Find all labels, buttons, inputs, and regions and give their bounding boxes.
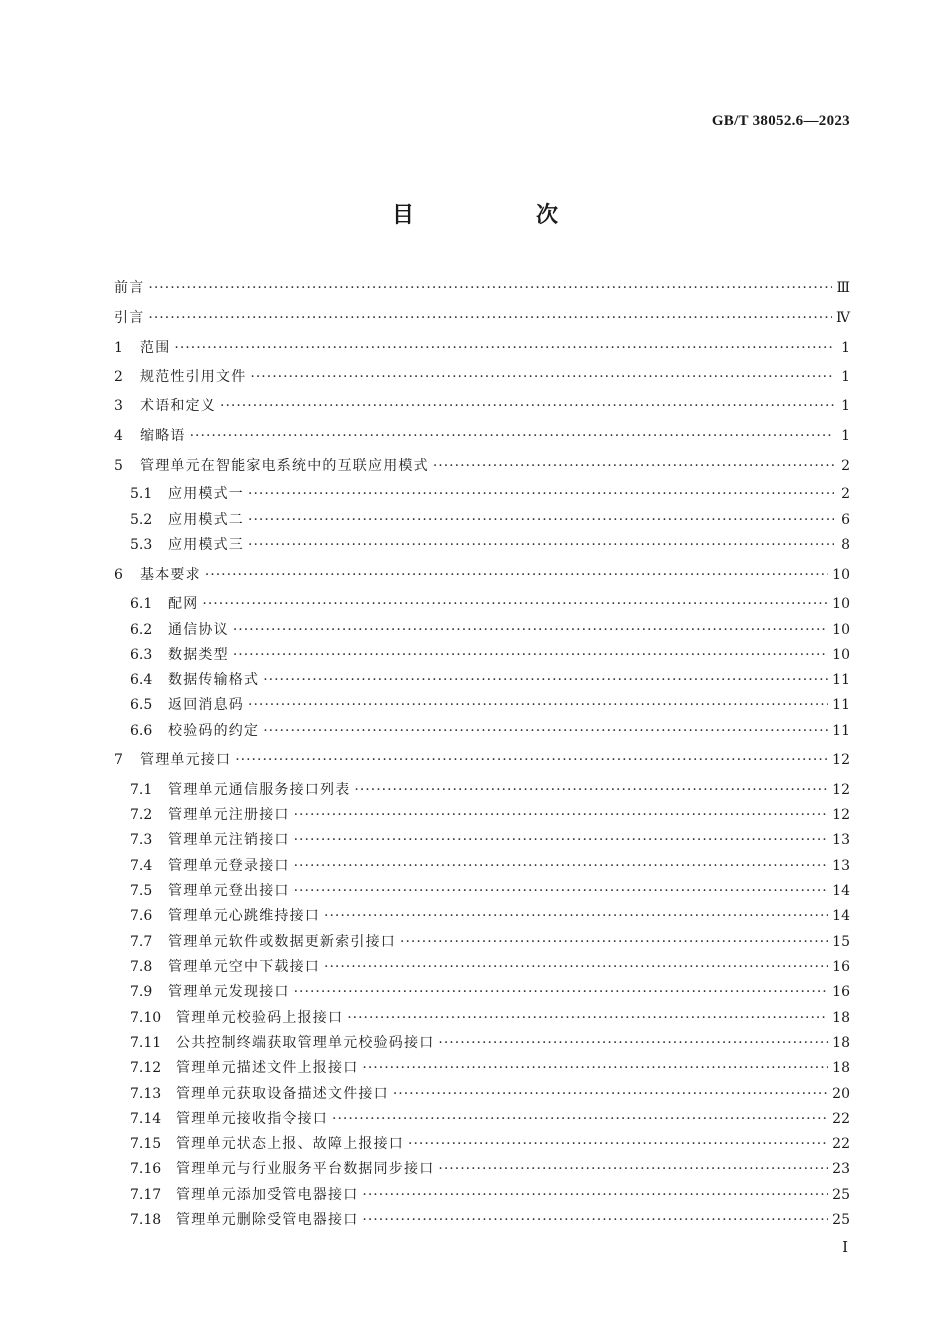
toc-entry[interactable] xyxy=(114,338,850,358)
toc-dot-leader xyxy=(438,1159,828,1179)
toc-dot-leader xyxy=(324,957,828,977)
toc-entry-label: 管理单元登出接口 xyxy=(168,883,290,899)
page-number: Ⅰ xyxy=(842,1240,848,1256)
toc-entry-label: 管理单元获取设备描述文件接口 xyxy=(176,1086,389,1102)
toc-entry-number: 3 xyxy=(114,398,123,414)
toc-dot-leader xyxy=(248,510,834,530)
toc-entry-label: 返回消息码 xyxy=(168,697,244,713)
toc-entry[interactable] xyxy=(130,620,850,640)
toc-entry-page: 12 xyxy=(832,782,850,798)
toc-entry-page: 16 xyxy=(832,959,850,975)
toc-dot-leader xyxy=(393,1084,828,1104)
toc-entry-number: 2 xyxy=(114,369,123,385)
toc-entry-page: 25 xyxy=(832,1187,850,1203)
toc-entry-number: 7.10 xyxy=(130,1010,162,1026)
toc-dot-leader xyxy=(205,565,828,585)
toc-dot-leader xyxy=(400,932,828,952)
toc-entry-page: 10 xyxy=(832,647,850,663)
toc-entry-number: 7.9 xyxy=(130,984,153,1000)
toc-dot-leader xyxy=(354,780,828,800)
standard-code: GB/T 38052.6—2023 xyxy=(711,113,850,129)
toc-entry-number: 6.1 xyxy=(130,596,153,612)
toc-dot-leader xyxy=(233,620,828,640)
toc-entry[interactable] xyxy=(130,721,850,741)
toc-entry[interactable] xyxy=(130,906,850,926)
toc-title: 目 次 xyxy=(391,203,608,228)
toc-entry-label: 数据传输格式 xyxy=(168,672,260,688)
toc-entry-label: 管理单元空中下载接口 xyxy=(168,959,320,975)
toc-entry-label: 管理单元软件或数据更新索引接口 xyxy=(168,934,396,950)
toc-dot-leader xyxy=(438,1033,828,1053)
toc-entry-label: 配网 xyxy=(168,596,199,612)
toc-entry[interactable] xyxy=(130,957,850,977)
toc-entry-number: 5.3 xyxy=(130,537,153,553)
toc-entry-label: 范围 xyxy=(140,340,171,356)
toc-entry-page: 16 xyxy=(832,984,850,1000)
toc-entry-number: 7.11 xyxy=(130,1035,162,1051)
toc-entry-page: 20 xyxy=(832,1086,850,1102)
toc-entry-number: 6 xyxy=(114,567,123,583)
toc-entry-number: 5.2 xyxy=(130,512,153,528)
toc-entry-number: 7.18 xyxy=(130,1212,162,1228)
toc-entry[interactable] xyxy=(114,456,850,476)
toc-entry-page: 1 xyxy=(841,340,850,356)
toc-entry-number: 4 xyxy=(114,428,123,444)
toc-dot-leader xyxy=(250,367,834,387)
toc-dot-leader xyxy=(294,856,829,876)
toc-entry-number: 6.6 xyxy=(130,723,153,739)
toc-entry[interactable] xyxy=(130,1210,850,1230)
toc-dot-leader xyxy=(433,456,834,476)
toc-entry-page: 18 xyxy=(832,1060,850,1076)
toc-entry-number: 7.4 xyxy=(130,858,153,874)
toc-entry-label: 术语和定义 xyxy=(140,398,216,414)
toc-entry-label: 校验码的约定 xyxy=(168,723,260,739)
toc-entry-label: 管理单元登录接口 xyxy=(168,858,290,874)
toc-dot-leader xyxy=(294,805,829,825)
toc-entry-number: 7.15 xyxy=(130,1136,162,1152)
toc-dot-leader xyxy=(174,338,834,358)
toc-entry-label: 管理单元在智能家电系统中的互联应用模式 xyxy=(140,458,429,474)
toc-entry-page: 25 xyxy=(832,1212,850,1228)
toc-entry-label: 管理单元发现接口 xyxy=(168,984,290,1000)
toc-entry[interactable] xyxy=(130,856,850,876)
toc-entry-page: 2 xyxy=(841,486,850,502)
toc-entry-label: 管理单元接口 xyxy=(140,752,232,768)
toc-dot-leader xyxy=(220,396,834,416)
toc-entry-page: 11 xyxy=(832,672,850,688)
toc-dot-leader xyxy=(294,830,829,850)
toc-entry-label: 缩略语 xyxy=(140,428,186,444)
toc-entry[interactable] xyxy=(130,982,850,1002)
toc-entry-label: 应用模式三 xyxy=(168,537,244,553)
toc-dot-leader xyxy=(362,1185,828,1205)
toc-entry-page: 11 xyxy=(832,697,850,713)
toc-entry-number: 7.14 xyxy=(130,1111,162,1127)
toc-entry[interactable] xyxy=(114,367,850,387)
toc-entry-number: 6.3 xyxy=(130,647,153,663)
toc-entry-label: 应用模式二 xyxy=(168,512,244,528)
toc-entry-number: 7.5 xyxy=(130,883,153,899)
toc-entry[interactable] xyxy=(130,881,850,901)
toc-entry-page: 13 xyxy=(832,858,850,874)
toc-entry-page: 12 xyxy=(832,807,850,823)
toc-entry[interactable] xyxy=(130,1058,850,1078)
toc-entry-page: 11 xyxy=(832,723,850,739)
toc-entry[interactable] xyxy=(130,1159,850,1179)
toc-entry-number: 7.1 xyxy=(130,782,153,798)
toc-dot-leader xyxy=(248,695,828,715)
toc-dot-leader xyxy=(233,645,828,665)
toc-entry-label: 数据类型 xyxy=(168,647,229,663)
toc-entry[interactable] xyxy=(114,308,850,328)
toc-entry-label: 管理单元添加受管电器接口 xyxy=(176,1187,359,1203)
toc-entry-page: 22 xyxy=(832,1136,850,1152)
toc-entry-number: 7.17 xyxy=(130,1187,162,1203)
toc-entry-page: 15 xyxy=(832,934,850,950)
toc-entry-label: 管理单元心跳维持接口 xyxy=(168,908,320,924)
toc-entry-number: 7.6 xyxy=(130,908,153,924)
toc-entry[interactable] xyxy=(114,565,850,585)
toc-dot-leader xyxy=(263,721,828,741)
toc-entry-page: 10 xyxy=(832,622,850,638)
toc-entry-page: Ⅳ xyxy=(836,310,850,326)
toc-dot-leader xyxy=(347,1008,828,1028)
toc-dot-leader xyxy=(190,426,834,446)
toc-entry-number: 7.2 xyxy=(130,807,153,823)
toc-dot-leader xyxy=(248,484,834,504)
toc-entry-number: 7.13 xyxy=(130,1086,162,1102)
toc-entry-page: 13 xyxy=(832,832,850,848)
toc-entry[interactable] xyxy=(114,396,850,416)
toc-entry-page: 8 xyxy=(841,537,850,553)
toc-entry[interactable] xyxy=(114,278,850,298)
toc-entry-label: 前言 xyxy=(114,280,145,296)
toc-entry[interactable] xyxy=(130,932,850,952)
toc-dot-leader xyxy=(294,881,829,901)
toc-entry-page: 1 xyxy=(841,398,850,414)
toc-entry-page: 18 xyxy=(832,1035,850,1051)
toc-entry-label: 管理单元注销接口 xyxy=(168,832,290,848)
toc-entry-page: 22 xyxy=(832,1111,850,1127)
toc-entry[interactable] xyxy=(130,1008,850,1028)
toc-dot-leader xyxy=(294,982,829,1002)
toc-dot-leader xyxy=(324,906,828,926)
toc-entry[interactable] xyxy=(130,1033,850,1053)
toc-entry-number: 7.8 xyxy=(130,959,153,975)
toc-entry-label: 管理单元通信服务接口列表 xyxy=(168,782,351,798)
toc-entry-number: 7.12 xyxy=(130,1060,162,1076)
toc-entry[interactable] xyxy=(130,510,850,530)
toc-entry-page: 6 xyxy=(841,512,850,528)
toc-entry-label: 管理单元状态上报、故障上报接口 xyxy=(176,1136,404,1152)
toc-entry-number: 7.7 xyxy=(130,934,153,950)
toc-dot-leader xyxy=(148,308,832,328)
toc-dot-leader xyxy=(362,1058,828,1078)
toc-entry-label: 管理单元注册接口 xyxy=(168,807,290,823)
toc-entry-label: 引言 xyxy=(114,310,145,326)
toc-entry-label: 管理单元描述文件上报接口 xyxy=(176,1060,359,1076)
toc-dot-leader xyxy=(148,278,832,298)
toc-entry[interactable] xyxy=(130,780,850,800)
toc-entry-label: 通信协议 xyxy=(168,622,229,638)
toc-entry-page: 10 xyxy=(832,596,850,612)
toc-entry-page: 23 xyxy=(832,1161,850,1177)
toc-entry[interactable] xyxy=(130,1134,850,1154)
toc-entry[interactable] xyxy=(114,426,850,446)
toc-entry-page: 1 xyxy=(841,428,850,444)
toc-entry[interactable] xyxy=(130,805,850,825)
toc-entry-page: 14 xyxy=(832,883,850,899)
toc-dot-leader xyxy=(235,750,828,770)
toc-entry-number: 7 xyxy=(114,752,123,768)
toc-entry-label: 应用模式一 xyxy=(168,486,244,502)
toc-entry[interactable] xyxy=(130,535,850,555)
toc-entry-page: 10 xyxy=(832,567,850,583)
toc-entry-page: 14 xyxy=(832,908,850,924)
toc-entry-number: 6.2 xyxy=(130,622,153,638)
toc-entry-label: 管理单元校验码上报接口 xyxy=(176,1010,344,1026)
toc-entry-number: 7.16 xyxy=(130,1161,162,1177)
toc-entry-number: 7.3 xyxy=(130,832,153,848)
toc-entry-number: 6.4 xyxy=(130,672,153,688)
toc-entry-label: 管理单元删除受管电器接口 xyxy=(176,1212,359,1228)
toc-entry[interactable] xyxy=(130,670,850,690)
toc-entry-page: 18 xyxy=(832,1010,850,1026)
toc-entry[interactable] xyxy=(130,1084,850,1104)
toc-dot-leader xyxy=(332,1109,828,1129)
toc-entry-page: 12 xyxy=(832,752,850,768)
toc-entry[interactable] xyxy=(130,695,850,715)
toc-entry-label: 公共控制终端获取管理单元校验码接口 xyxy=(176,1035,435,1051)
toc-dot-leader xyxy=(248,535,834,555)
toc-entry-number: 5 xyxy=(114,458,123,474)
toc-dot-leader xyxy=(362,1210,828,1230)
toc-entry-page: Ⅲ xyxy=(836,280,850,296)
toc-entry-number: 5.1 xyxy=(130,486,153,502)
toc-entry-page: 1 xyxy=(841,369,850,385)
toc-dot-leader xyxy=(408,1134,828,1154)
toc-entry-number: 1 xyxy=(114,340,123,356)
toc-entry-label: 管理单元接收指令接口 xyxy=(176,1111,328,1127)
toc-entry[interactable] xyxy=(130,1109,850,1129)
toc-entry-label: 规范性引用文件 xyxy=(140,369,247,385)
toc-entry[interactable] xyxy=(130,645,850,665)
toc-entry-page: 2 xyxy=(841,458,850,474)
toc-entry[interactable] xyxy=(130,484,850,504)
toc-dot-leader xyxy=(202,594,828,614)
toc-entry[interactable] xyxy=(130,830,850,850)
toc-entry-number: 6.5 xyxy=(130,697,153,713)
toc-dot-leader xyxy=(263,670,828,690)
toc-entry-label: 管理单元与行业服务平台数据同步接口 xyxy=(176,1161,435,1177)
toc-entry[interactable] xyxy=(130,1185,850,1205)
toc-entry[interactable] xyxy=(114,750,850,770)
toc-entry[interactable] xyxy=(130,594,850,614)
toc-entry-label: 基本要求 xyxy=(140,567,201,583)
